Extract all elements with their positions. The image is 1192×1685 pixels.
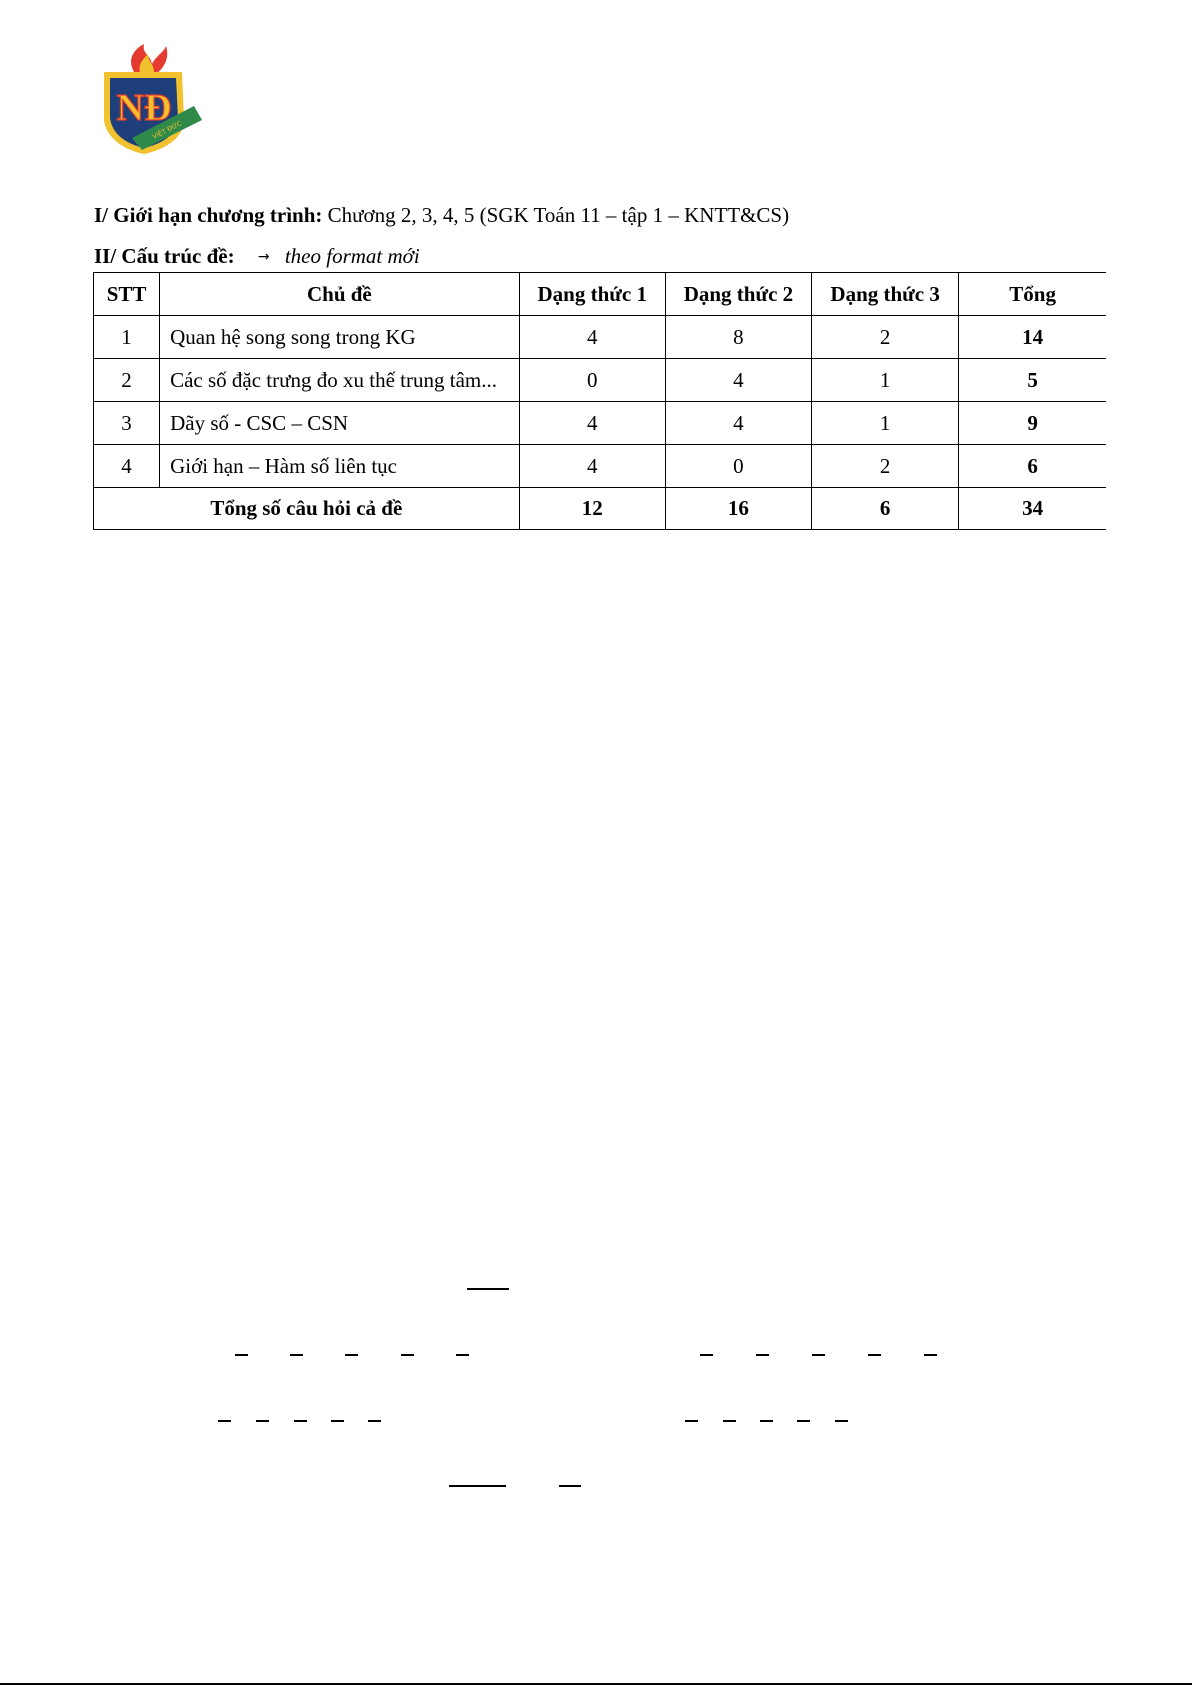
cell-format-3: 2: [812, 316, 959, 359]
fraction-bar: [467, 1288, 509, 1290]
table-row: [94, 359, 1107, 402]
cell-stt: 1: [94, 316, 160, 359]
fraction-bar: [331, 1420, 344, 1422]
cell-total: 5: [959, 359, 1106, 402]
fraction-bar: [368, 1420, 381, 1422]
cell-topic: Quan hệ song song trong KG: [160, 316, 520, 359]
cell-format-2: 8: [665, 316, 811, 359]
cell-stt: 4: [94, 445, 160, 488]
cell-topic: Các số đặc trưng đo xu thế trung tâm...: [160, 359, 520, 402]
logo-letters: NĐ: [116, 87, 172, 129]
cell-stt: 3: [94, 402, 160, 445]
cell-topic: Dãy số - CSC – CSN: [160, 402, 520, 445]
cell-format-1: 4: [519, 445, 665, 488]
cell-format-1: 4: [519, 316, 665, 359]
summary-total: 34: [959, 488, 1106, 530]
cell-format-2: 0: [665, 445, 811, 488]
fraction-bar: [685, 1420, 698, 1422]
fraction-bar: [345, 1354, 358, 1356]
summary-format-3: 6: [812, 488, 959, 530]
summary-format-2: 16: [665, 488, 811, 530]
fraction-bar: [924, 1354, 937, 1356]
table-row: [94, 445, 1107, 488]
fraction-bar: [256, 1420, 269, 1422]
cell-format-2: 4: [665, 402, 811, 445]
fraction-bar: [290, 1354, 303, 1356]
cell-total: 9: [959, 402, 1106, 445]
header-format-1: Dạng thức 1: [519, 273, 665, 316]
exam-structure-value: theo format mới: [284, 244, 420, 268]
fraction-bar: [235, 1354, 248, 1356]
table-summary-row: [94, 488, 1107, 530]
cell-format-3: 1: [812, 359, 959, 402]
fraction-bar: [449, 1485, 506, 1487]
cell-format-3: 2: [812, 445, 959, 488]
table-row: [94, 316, 1107, 359]
fraction-bar: [401, 1354, 414, 1356]
header-stt: STT: [94, 273, 160, 316]
cell-format-1: 4: [519, 402, 665, 445]
fraction-bar: [456, 1354, 469, 1356]
header-topic: Chủ đề: [160, 273, 520, 316]
cell-total: 6: [959, 445, 1106, 488]
cell-topic: Giới hạn – Hàm số liên tục: [160, 445, 520, 488]
fraction-bar: [797, 1420, 810, 1422]
table-header-row: [94, 273, 1107, 316]
cell-total: 14: [959, 316, 1106, 359]
school-emblem-icon: [98, 42, 208, 160]
fraction-bar: [760, 1420, 773, 1422]
fraction-bar: [835, 1420, 848, 1422]
fraction-bar: [218, 1420, 231, 1422]
header-format-2: Dạng thức 2: [665, 273, 811, 316]
cell-stt: 2: [94, 359, 160, 402]
exam-structure-table: [93, 272, 1106, 530]
fraction-bar: [868, 1354, 881, 1356]
fraction-bar: [700, 1354, 713, 1356]
curriculum-scope-label: I/ Giới hạn chương trình:: [94, 203, 323, 227]
summary-format-1: 12: [519, 488, 665, 530]
curriculum-scope-value: Chương 2, 3, 4, 5 (SGK Toán 11 – tập 1 – KNTT&CS): [327, 203, 790, 227]
logo-ribbon-text: VIỆT ĐỨC: [151, 119, 184, 141]
fraction-bar: [723, 1420, 736, 1422]
cell-format-2: 4: [665, 359, 811, 402]
fraction-bar: [559, 1485, 581, 1487]
arrow-right-icon: →: [257, 249, 270, 265]
header-format-3: Dạng thức 3: [812, 273, 959, 316]
fraction-bar: [294, 1420, 307, 1422]
summary-label: Tổng số câu hỏi cả đề: [94, 488, 520, 530]
cell-format-1: 0: [519, 359, 665, 402]
exam-structure-line: [94, 244, 420, 269]
fraction-bar: [812, 1354, 825, 1356]
header-total: Tổng: [959, 273, 1106, 316]
exam-structure-label: II/ Cấu trúc đề:: [94, 244, 235, 268]
curriculum-scope-line: [94, 203, 789, 228]
fraction-bar: [756, 1354, 769, 1356]
table-row: [94, 402, 1107, 445]
cell-format-3: 1: [812, 402, 959, 445]
